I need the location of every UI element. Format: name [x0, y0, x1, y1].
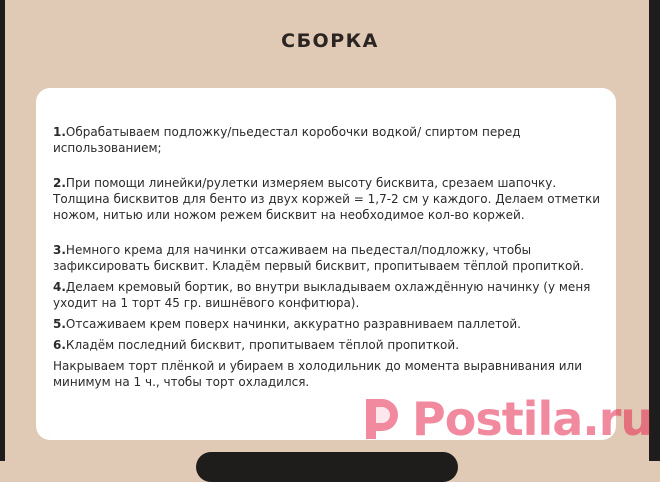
bottom-button[interactable] [196, 452, 458, 482]
page-title: СБОРКА [281, 30, 379, 52]
step-2 [53, 175, 602, 223]
step-text: Делаем кремовый бортик, во внутри выкладываем охлаждённую начинку (у меня уходит на 1 торт 45 гр. вишнёвого конфитюра). [53, 280, 591, 310]
step-number: 2. [53, 176, 66, 190]
step-number: 6. [53, 338, 66, 352]
closing-note: Накрываем торт плёнкой и убираем в холодильник до момента выравнивания или минимум на 1 ч., чтобы торт охладился. [53, 359, 583, 389]
watermark-text: Postila.ru [412, 392, 653, 446]
postila-logo-icon [358, 395, 406, 443]
step-4 [53, 279, 602, 311]
step-number: 5. [53, 317, 66, 331]
step-text: Немного крема для начинки отсаживаем на пьедестал/подложку, чтобы зафиксировать бисквит. Кладём первый бисквит, пропитываем тёплой пропиткой. [53, 243, 584, 273]
step-text: Обрабатываем подложку/пьедестал коробочки водкой/ спиртом перед использованием; [53, 125, 521, 155]
step-1 [53, 124, 602, 156]
step-number: 3. [53, 243, 66, 257]
step-text: Отсаживаем крем поверх начинки, аккуратно разравниваем паллетой. [65, 317, 521, 331]
postila-watermark [358, 392, 652, 446]
step-number: 4. [53, 280, 66, 294]
instructions-card [36, 88, 616, 440]
step-5 [53, 316, 602, 332]
left-window-edge [0, 0, 5, 461]
step-3 [53, 242, 602, 274]
step-text: При помощи линейки/рулетки измеряем высоту бисквита, срезаем шапочку. Толщина бисквитов для бенто из двух коржей = 1,7-2 см у каждого. Делаем отметки ножом, нитью или ножом режем бисквит на необходимое кол-во коржей. [53, 176, 601, 222]
step-number: 1. [53, 125, 66, 139]
step-6 [53, 337, 602, 353]
step-text: Кладём последний бисквит, пропитываем тёплой пропиткой. [65, 338, 460, 352]
